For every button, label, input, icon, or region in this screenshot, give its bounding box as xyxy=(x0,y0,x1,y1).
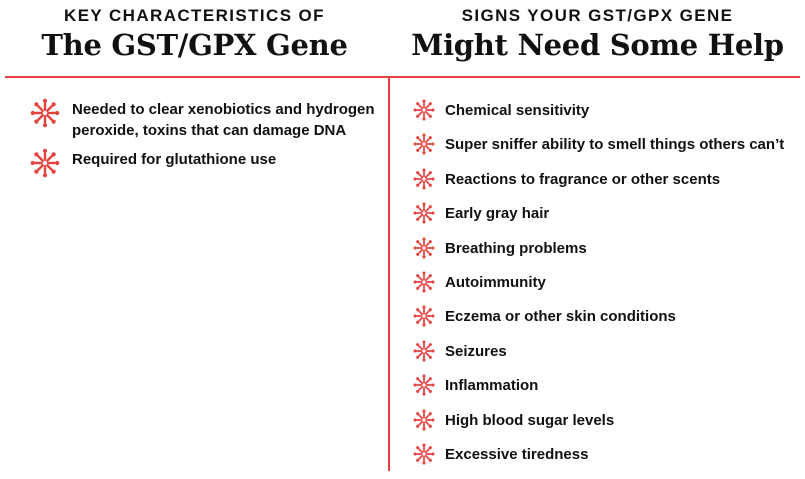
list-item-text: Super sniffer ability to smell things others can’t xyxy=(445,136,785,154)
list-item xyxy=(413,375,805,409)
asterisk-burst-icon xyxy=(413,374,435,396)
asterisk-burst-icon xyxy=(413,202,435,224)
asterisk-burst-icon xyxy=(413,99,435,121)
signs-list xyxy=(413,100,805,478)
list-item xyxy=(413,444,805,478)
characteristics-list xyxy=(30,99,380,186)
asterisk-burst-icon xyxy=(413,305,435,327)
list-item xyxy=(413,134,805,168)
asterisk-burst-icon xyxy=(413,237,435,259)
list-item xyxy=(413,341,805,375)
list-item-text: Early gray hair xyxy=(445,205,550,223)
list-item-text: Excessive tiredness xyxy=(445,445,589,463)
asterisk-burst-icon xyxy=(413,340,435,362)
left-title: The GST/GPX Gene xyxy=(41,28,348,62)
asterisk-burst-icon xyxy=(30,148,60,178)
asterisk-burst-icon xyxy=(413,168,435,190)
list-item xyxy=(413,169,805,203)
list-item-text: Eczema or other skin conditions xyxy=(445,308,676,326)
list-item xyxy=(413,306,805,340)
list-item-text: Chemical sensitivity xyxy=(445,102,590,119)
list-item xyxy=(413,203,805,237)
left-eyebrow: KEY CHARACTERISTICS OF xyxy=(64,6,325,25)
asterisk-burst-icon xyxy=(413,271,435,293)
asterisk-burst-icon xyxy=(413,409,435,431)
list-item-text: Autoimmunity xyxy=(445,273,546,291)
vertical-divider xyxy=(388,76,390,471)
list-item xyxy=(413,238,805,272)
list-item-text: Reactions to fragrance or other scents xyxy=(445,170,721,188)
asterisk-burst-icon xyxy=(413,133,435,155)
asterisk-burst-icon xyxy=(30,98,60,128)
right-title: Might Need Some Help xyxy=(411,28,784,62)
list-item xyxy=(413,410,805,444)
list-item-text: Required for glutathione use xyxy=(72,151,277,168)
left-column-header xyxy=(0,0,389,62)
list-item-text: Inflammation xyxy=(445,377,539,395)
list-item xyxy=(30,99,380,141)
asterisk-burst-icon xyxy=(413,443,435,465)
horizontal-divider xyxy=(5,76,800,78)
right-column-header xyxy=(390,0,805,62)
list-item xyxy=(413,272,805,306)
list-item-text: High blood sugar levels xyxy=(445,411,615,429)
list-item-text: Seizures xyxy=(445,342,507,360)
list-item-text: Needed to clear xenobiotics and hydrogen peroxide, toxins that can damage DNA xyxy=(72,101,375,139)
right-eyebrow: SIGNS YOUR GST/GPX GENE xyxy=(461,6,734,25)
list-item xyxy=(30,149,380,178)
list-item-text: Breathing problems xyxy=(445,239,587,257)
list-item xyxy=(413,100,805,134)
